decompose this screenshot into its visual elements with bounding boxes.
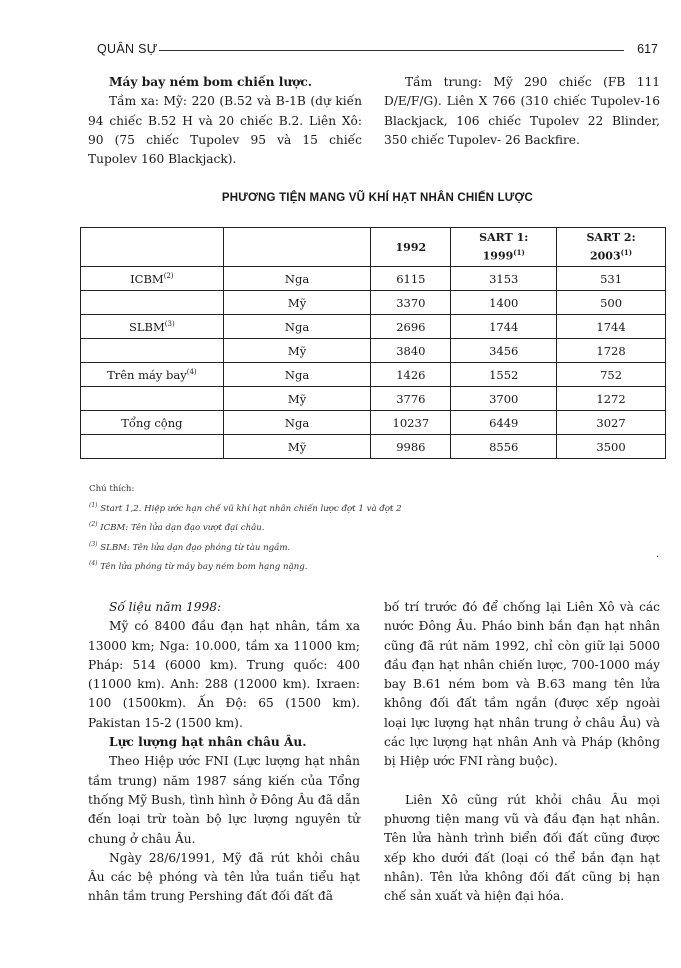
value-sart2-cell: 1272 xyxy=(557,387,666,411)
table-row xyxy=(81,435,666,459)
country-cell: Mỹ xyxy=(223,291,371,315)
value-sart2-cell: 1728 xyxy=(557,339,666,363)
category-label: SLBM xyxy=(129,319,165,334)
header-sart2 xyxy=(557,228,666,267)
page-header xyxy=(97,40,658,60)
note-text: ICBM: Tên lửa dạn đạo vượt đại châu. xyxy=(100,522,265,533)
deployment-paragraph: bố trí trước đó để chống lại Liên Xô và các nước Đông Âu. Pháo binh bắn đạn hạt nhân cũng đã rút năm 1992, chỉ còn giữ lại 5000 đầu đạn hạt nhân chiến lược, 700-1000 máy bay B.61 ném bom và B.63 mang tên lửa không đối đất tầm ngắn (được xếp ngoài loại lực lượng hạt nhân trung ở châu Âu) và các lực lượng hạt nhân Anh và Pháp (không bị Hiệp ước FNI ràng buộc). xyxy=(384,600,660,769)
value-1992-cell: 3776 xyxy=(371,387,451,411)
table-row xyxy=(81,411,666,435)
value-1992-cell: 2696 xyxy=(371,315,451,339)
table-row xyxy=(81,339,666,363)
category-cell xyxy=(81,363,224,387)
strategic-carriers-table xyxy=(80,227,666,459)
note-text: Tên lửa phóng từ máy bay ném bom hạng nặng. xyxy=(100,561,308,572)
note-item xyxy=(89,517,659,536)
category-footnote-mark: (4) xyxy=(186,367,197,376)
note-item xyxy=(89,498,659,517)
category-label: Tổng cộng xyxy=(121,415,183,430)
country-cell: Nga xyxy=(223,411,371,435)
europe-forces-heading: Lực lượng hạt nhân châu Âu. xyxy=(109,735,307,750)
notes-label: Chú thích: xyxy=(89,484,135,494)
bomber-heading: Máy bay ném bom chiến lược. xyxy=(109,75,313,89)
page-number: 617 xyxy=(637,42,658,56)
category-cell xyxy=(81,267,224,291)
header-1992: 1992 xyxy=(371,228,451,267)
country-cell: Mỹ xyxy=(223,435,371,459)
value-1992-cell: 3840 xyxy=(371,339,451,363)
sart1-footnote-mark: (1) xyxy=(513,248,525,258)
value-sart2-cell: 531 xyxy=(557,267,666,291)
category-label: Trên máy bay xyxy=(107,367,187,382)
value-sart1-cell: 3153 xyxy=(451,267,557,291)
sart2-footnote-mark: (1) xyxy=(620,248,633,258)
value-sart1-cell: 1552 xyxy=(451,363,557,387)
value-sart1-cell: 1400 xyxy=(451,291,557,315)
data-1998-heading: Số liệu năm 1998: xyxy=(109,600,222,614)
value-sart2-cell: 1744 xyxy=(557,315,666,339)
category-cell xyxy=(81,435,224,459)
table-row xyxy=(81,387,666,411)
value-1992-cell: 9986 xyxy=(371,435,451,459)
sart1-label: SART 1: xyxy=(479,231,529,245)
note-text: SLBM: Tên lửa dạn đạo phóng từ tàu ngầm. xyxy=(100,542,291,553)
bottom-left-column xyxy=(88,598,360,907)
table-row xyxy=(81,363,666,387)
value-1992-cell: 1426 xyxy=(371,363,451,387)
value-1992-cell: 3370 xyxy=(371,291,451,315)
table-row xyxy=(81,267,666,291)
table-header-row xyxy=(81,228,666,267)
value-1992-cell: 10237 xyxy=(371,411,451,435)
category-footnote-mark: (3) xyxy=(164,319,175,328)
note-mark: (4) xyxy=(89,559,98,567)
header-rule xyxy=(159,50,624,51)
sart1-year: 1999 xyxy=(482,249,514,263)
value-sart1-cell: 8556 xyxy=(451,435,557,459)
sart2-year: 2003 xyxy=(590,249,621,263)
note-mark: (2) xyxy=(89,521,98,529)
category-cell xyxy=(81,387,224,411)
medium-range-paragraph: Tầm trung: Mỹ 290 chiếc (FB 111 D/E/F/G). Liên X 766 (310 chiếc Tupolev-16 Blackjack, 106 chiếc Tupolev 22 Blinder, 350 chiếc Tupolev- 26 Backfire. xyxy=(384,75,660,147)
country-cell: Nga xyxy=(223,315,371,339)
withdrawal-paragraph: Ngày 28/6/1991, Mỹ đã rút khỏi châu Âu các bệ phóng và tên lửa tuần tiểu hạt nhân tầm trung Pershing đất đối đất đã xyxy=(88,850,360,904)
category-cell xyxy=(81,291,224,315)
note-item xyxy=(89,556,659,575)
category-cell xyxy=(81,339,224,363)
table-notes xyxy=(89,482,659,575)
header-empty-cell xyxy=(81,228,224,267)
bottom-right-column xyxy=(384,598,660,906)
category-cell xyxy=(81,411,224,435)
note-item xyxy=(89,537,659,556)
header-sart1 xyxy=(451,228,557,267)
soviet-withdrawal-paragraph: Liên Xô cũng rút khỏi châu Âu mọi phương tiện mang vũ và đầu đạn hạt nhân. Tên lửa hành trình biển đối đất cũng được xếp kho dưới đất (loại có thể bắn đạn hạt nhân). Tên lửa không đối đất cũng bị hạn chế sản xuất và hiện đại hóa. xyxy=(384,792,660,904)
country-cell: Nga xyxy=(223,363,371,387)
table-row xyxy=(81,291,666,315)
section-title: QUÂN SỰ xyxy=(97,42,158,56)
note-text: Start 1,2. Hiệp ước hạn chế vũ khí hạt nhân chiến lược đợt 1 và đợt 2 xyxy=(100,503,402,514)
value-sart1-cell: 3456 xyxy=(451,339,557,363)
value-sart2-cell: 3027 xyxy=(557,411,666,435)
note-mark: (3) xyxy=(89,540,98,548)
value-1992-cell: 6115 xyxy=(371,267,451,291)
country-cell: Mỹ xyxy=(223,339,371,363)
top-right-column xyxy=(384,73,660,150)
country-cell: Nga xyxy=(223,267,371,291)
table-title: PHƯƠNG TIỆN MANG VŨ KHÍ HẠT NHÂN CHIẾN LƯỢC xyxy=(221,192,534,204)
top-left-column xyxy=(88,73,362,169)
long-range-paragraph: Tầm xa: Mỹ: 220 (B.52 và B-1B (dự kiến 94 chiếc B.52 H và 20 chiếc B.2. Liên Xô: 90 (75 chiếc Tupolev 95 và 15 chiếc Tupolev 160 Blackjack). xyxy=(88,94,362,167)
value-sart2-cell: 3500 xyxy=(557,435,666,459)
value-sart2-cell: 752 xyxy=(557,363,666,387)
value-sart2-cell: 500 xyxy=(557,291,666,315)
category-cell xyxy=(81,315,224,339)
country-cell: Mỹ xyxy=(223,387,371,411)
warhead-paragraph: Mỹ có 8400 đầu đạn hạt nhân, tầm xa 13000 km; Nga: 10.000, tầm xa 11000 km; Pháp: 514 (6000 km). Trung quốc: 400 (11000 km). Anh: 288 (12000 km). Ixraen: 100 (1500km). Ấn Độ: 65 (1500 km). Pakistan 15-2 (1500 km). xyxy=(88,619,360,730)
category-footnote-mark: (2) xyxy=(163,271,174,280)
table-row xyxy=(81,315,666,339)
stray-dot: . xyxy=(656,549,660,560)
sart2-label: SART 2: xyxy=(586,231,636,245)
fni-paragraph: Theo Hiệp ước FNI (Lực lượng hạt nhân tầm trung) năm 1987 sáng kiến của Tổng thống Mỹ Bush, tình hình ở Đông Âu đã dẫn đến loại trừ toàn bộ lực lượng nguyên tử chung ở châu Âu. xyxy=(88,754,360,846)
value-sart1-cell: 1744 xyxy=(451,315,557,339)
category-label: ICBM xyxy=(130,271,164,286)
note-mark: (1) xyxy=(89,501,98,509)
value-sart1-cell: 3700 xyxy=(451,387,557,411)
header-empty-cell xyxy=(223,228,371,267)
value-sart1-cell: 6449 xyxy=(451,411,557,435)
